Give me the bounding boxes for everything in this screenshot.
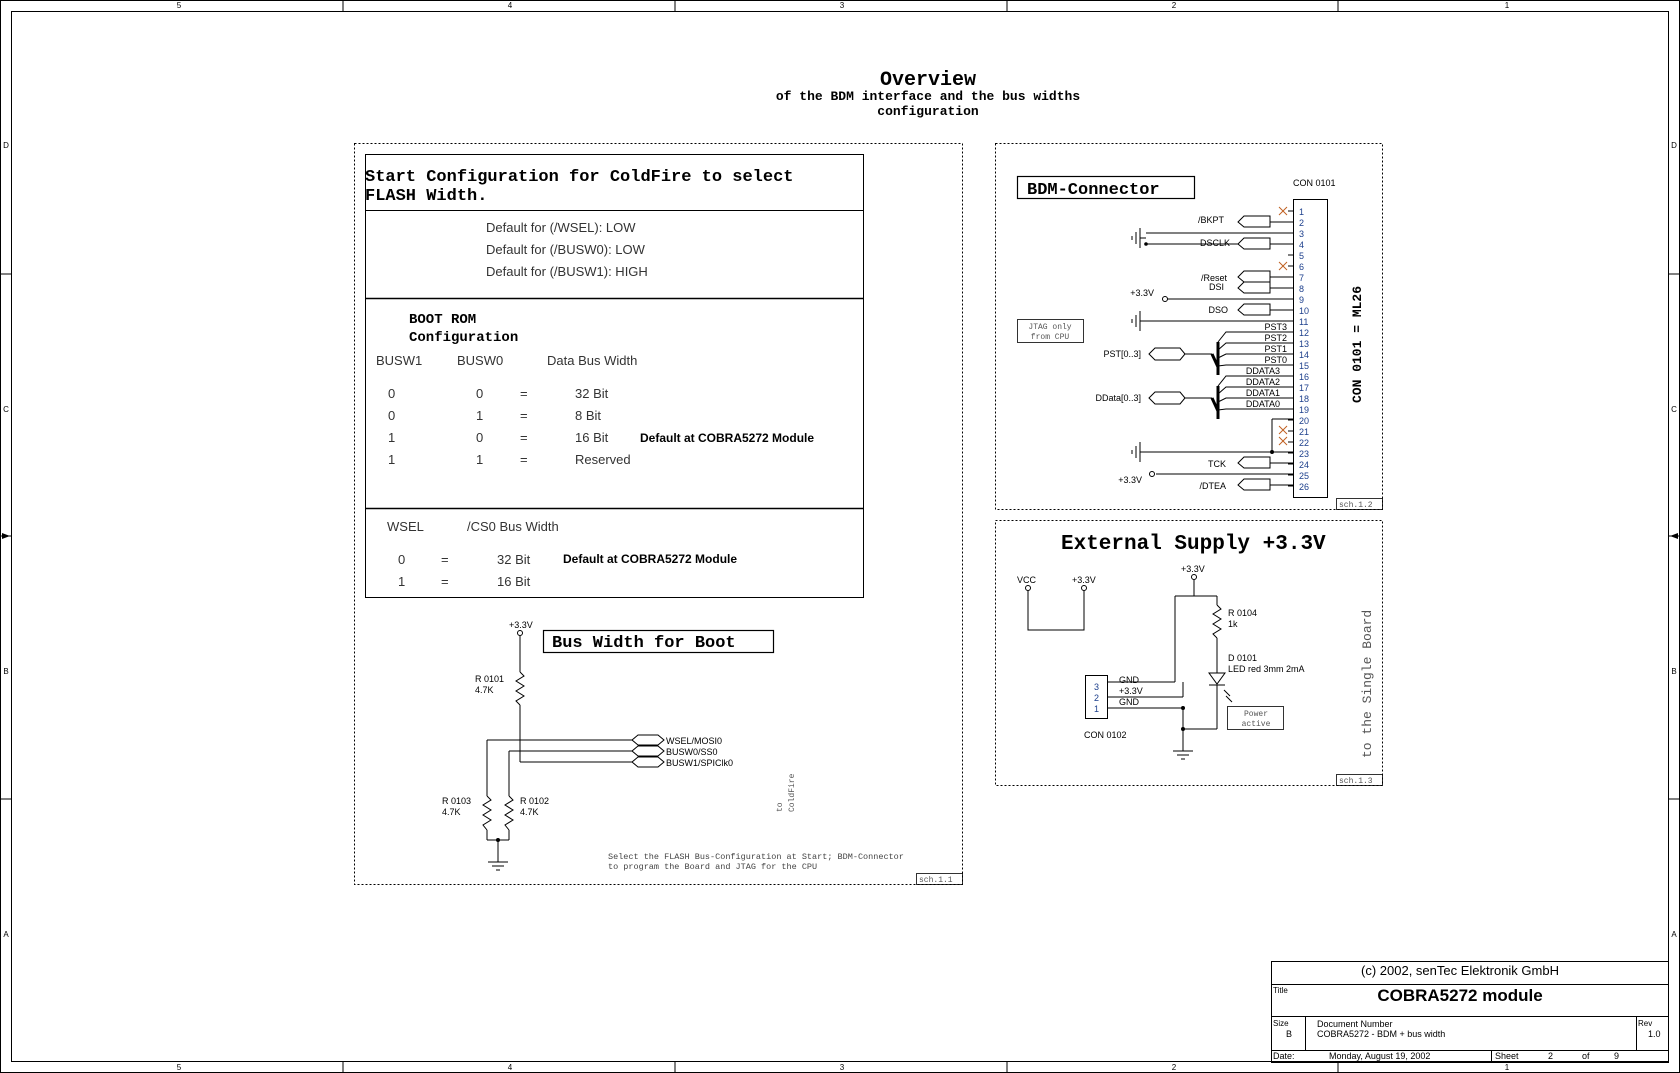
config-heading-1: Start Configuration for ColdFire to select <box>365 168 794 187</box>
overview-title-block <box>776 69 1080 119</box>
bdm-pin-number: 18 <box>1299 394 1310 404</box>
bdm-con-label: CON 0101 <box>1293 178 1336 188</box>
zone-top-1: 1 <box>1504 1 1510 10</box>
r0103-val: 4.7K <box>442 807 461 817</box>
bootrom-row-4-eq: = <box>520 452 528 467</box>
bootrom-row-2-busw0: 1 <box>476 408 484 423</box>
zone-bottom-1: 1 <box>1504 1063 1510 1072</box>
zone-top-4: 4 <box>507 1 513 10</box>
bdm-pin-number: 6 <box>1299 262 1305 272</box>
bootrom-title-1: BOOT ROM <box>409 312 477 328</box>
tb-date-label: Date: <box>1273 1051 1295 1061</box>
r0104-val: 1k <box>1228 619 1238 629</box>
bootrom-row-1-eq: = <box>520 386 528 401</box>
con0102-sig-gnd-bottom: GND <box>1119 697 1139 707</box>
bdm-pin-number: 9 <box>1299 295 1305 305</box>
r0101-ref: R 0101 <box>475 674 505 684</box>
center-arrows <box>2 533 1678 539</box>
tb-date: Monday, August 19, 2002 <box>1329 1051 1431 1061</box>
bootrom-title-2: Configuration <box>409 330 519 346</box>
bootrom-default-note: Default at COBRA5272 Module <box>640 431 815 445</box>
bdm-pin-number: 12 <box>1299 328 1310 338</box>
bdm-pin-number: 13 <box>1299 339 1310 349</box>
zone-right-d: D <box>1671 141 1677 150</box>
supply-v33-top: +3.3V <box>1181 564 1205 574</box>
sig-ddata1: DDATA1 <box>1245 388 1280 398</box>
sig-pst2: PST2 <box>1264 333 1287 343</box>
sig-pst1: PST1 <box>1264 344 1287 354</box>
supply-v33-left: +3.3V <box>1072 575 1096 585</box>
buswidth-title: Bus Width for Boot <box>552 634 736 653</box>
r0101-val: 4.7K <box>475 685 494 695</box>
bootrom-row-1-busw0: 0 <box>476 386 484 401</box>
r0104-ref: R 0104 <box>1228 608 1258 618</box>
sch-1-1: sch.1.1 <box>919 876 953 885</box>
bootrom-row-3-busw1: 1 <box>388 430 396 445</box>
jtag-note-2: from CPU <box>1030 333 1070 342</box>
config-heading-2: FLASH Width. <box>365 187 488 206</box>
bootrom-row-2-busw1: 0 <box>388 408 396 423</box>
sig-v33a: +3.3V <box>1130 288 1154 298</box>
power-note-2: active <box>1241 720 1271 729</box>
zone-top-2: 2 <box>1171 1 1177 10</box>
bootrom-row-3-width: 16 Bit <box>575 430 609 445</box>
bootrom-row-2-width: 8 Bit <box>575 408 602 423</box>
zone-right-c: C <box>1671 405 1677 414</box>
zone-left-c: C <box>3 405 9 414</box>
bdm-pin-numbers <box>1299 207 1309 492</box>
wsel-header-wsel: WSEL <box>387 519 424 534</box>
bdm-pin-number: 4 <box>1299 240 1305 250</box>
bdm-pin-number: 26 <box>1299 482 1310 492</box>
con0102-sig-gnd-top: GND <box>1119 675 1139 685</box>
sig-pst-bus: PST[0..3] <box>1103 349 1141 359</box>
zone-top-5: 5 <box>176 1 182 10</box>
bdm-pin-number: 11 <box>1299 317 1309 327</box>
power-note-1: Power <box>1243 710 1269 719</box>
tb-sheet-label: Sheet <box>1495 1051 1519 1061</box>
bdm-pin-number: 16 <box>1299 372 1310 382</box>
sig-pst3: PST3 <box>1264 322 1287 332</box>
zone-bottom-5: 5 <box>176 1063 182 1072</box>
border-zone-labels <box>3 1 1677 1072</box>
sch-1-2: sch.1.2 <box>1339 501 1373 510</box>
con0102-label: CON 0102 <box>1084 730 1127 740</box>
bdm-pin-number: 19 <box>1299 405 1310 415</box>
jtag-note-1: JTAG only <box>1028 323 1072 332</box>
bdm-pin-number: 10 <box>1299 306 1310 316</box>
tb-total: 9 <box>1614 1051 1620 1061</box>
bootrom-row-3-busw0: 0 <box>476 430 484 445</box>
bdm-pin-number: 1 <box>1299 207 1305 217</box>
port-busw0: BUSW0/SS0 <box>666 747 718 757</box>
bdm-pin-number: 22 <box>1299 438 1310 448</box>
sig-bkpt: /BKPT <box>1197 215 1224 225</box>
tb-rev: 1.0 <box>1648 1029 1661 1039</box>
d0101-ref: D 0101 <box>1228 653 1258 663</box>
wsel-default-note: Default at COBRA5272 Module <box>563 552 738 566</box>
wsel-row-1-wsel: 0 <box>398 552 406 567</box>
tb-of-label: of <box>1582 1051 1590 1061</box>
config-panel <box>355 144 963 886</box>
tb-docnum-label: Document Number <box>1317 1019 1393 1029</box>
sig-dsclk: DSCLK <box>1199 238 1230 248</box>
bootrom-header-busw1: BUSW1 <box>376 353 423 368</box>
bootrom-row-2-eq: = <box>520 408 528 423</box>
d0101-val: LED red 3mm 2mA <box>1228 664 1305 674</box>
buswidth-note-1: Select the FLASH Bus-Configuration at Start; BDM-Connector <box>608 852 904 862</box>
sig-dso: DSO <box>1208 305 1228 315</box>
to-coldfire-2: ColdFire <box>788 773 797 812</box>
bdm-pin-number: 8 <box>1299 284 1305 294</box>
tb-rev-label: Rev <box>1638 1019 1653 1028</box>
zone-bottom-2: 2 <box>1171 1063 1177 1072</box>
overview-subtitle-1: of the BDM interface and the bus widths <box>775 89 1081 104</box>
bdm-pin-number: 17 <box>1299 383 1310 393</box>
bootrom-row-4-busw1: 1 <box>388 452 396 467</box>
bdm-pin-number: 3 <box>1299 229 1305 239</box>
wsel-row-1-width: 32 Bit <box>497 552 531 567</box>
wsel-row-2-wsel: 1 <box>398 574 406 589</box>
supply-side-text: to the Single Board <box>1360 609 1375 758</box>
con0102-pin-1: 1 <box>1094 704 1100 714</box>
wsel-row-2-width: 16 Bit <box>497 574 531 589</box>
bdm-signal-labels <box>1095 215 1287 491</box>
sig-ddata0: DDATA0 <box>1245 399 1280 409</box>
zone-right-b: B <box>1671 667 1677 676</box>
bootrom-table <box>376 353 637 467</box>
supply-panel <box>996 521 1383 787</box>
r0103-ref: R 0103 <box>442 796 472 806</box>
wsel-table <box>387 519 559 589</box>
tb-title-label: Title <box>1273 986 1288 995</box>
zone-right-a: A <box>1671 930 1677 939</box>
bdm-pin-number: 5 <box>1299 251 1305 261</box>
buswidth-circuit <box>483 631 664 857</box>
con0102-sig-v33: +3.3V <box>1119 686 1143 696</box>
supply-wiring <box>1026 575 1233 746</box>
sig-tck: TCK <box>1208 459 1226 469</box>
bootrom-header-width: Data Bus Width <box>547 353 638 368</box>
sig-pst0: PST0 <box>1264 355 1287 365</box>
con0102-pin-2: 2 <box>1094 693 1100 703</box>
zone-left-b: B <box>3 667 9 676</box>
tb-size: B <box>1286 1029 1293 1039</box>
wsel-row-2-eq: = <box>441 574 449 589</box>
bdm-pin-number: 24 <box>1299 460 1310 470</box>
port-busw1: BUSW1/SPIClk0 <box>666 758 734 768</box>
sig-dtea: /DTEA <box>1199 481 1226 491</box>
overview-title: Overview <box>879 69 977 92</box>
buswidth-supply: +3.3V <box>509 620 533 630</box>
zone-bottom-4: 4 <box>507 1063 513 1072</box>
to-coldfire-1: to <box>776 802 785 812</box>
sig-v33b: +3.3V <box>1118 475 1142 485</box>
zone-left-d: D <box>3 141 9 150</box>
default-busw0: Default for (/BUSW0): LOW <box>486 242 645 257</box>
bdm-con-type: CON 0101 = ML26 <box>1350 285 1365 403</box>
bdm-pin-number: 7 <box>1299 273 1305 283</box>
supply-title: External Supply +3.3V <box>1061 533 1326 556</box>
tb-sheet: 2 <box>1548 1051 1554 1061</box>
bootrom-header-busw0: BUSW0 <box>457 353 504 368</box>
supply-vcc: VCC <box>1017 575 1037 585</box>
sig-ddata3: DDATA3 <box>1245 366 1280 376</box>
tb-docnum: COBRA5272 - BDM + bus width <box>1317 1029 1446 1039</box>
bootrom-row-1-width: 32 Bit <box>575 386 609 401</box>
zone-left-a: A <box>3 930 9 939</box>
sig-ddata2: DDATA2 <box>1245 377 1280 387</box>
tb-company: (c) 2002, senTec Elektronik GmbH <box>1361 963 1559 978</box>
bdm-pin-number: 20 <box>1299 416 1310 426</box>
default-wsel: Default for (/WSEL): LOW <box>486 220 636 235</box>
config-panel-frame <box>355 144 963 885</box>
wsel-row-1-eq: = <box>441 552 449 567</box>
sch-1-3: sch.1.3 <box>1339 777 1373 786</box>
default-settings <box>486 220 648 279</box>
supply-panel-frame <box>996 521 1383 786</box>
bdm-pin-number: 23 <box>1299 449 1310 459</box>
r0102-ref: R 0102 <box>520 796 550 806</box>
default-busw1: Default for (/BUSW1): HIGH <box>486 264 648 279</box>
buswidth-note-2: to program the Board and JTAG for the CPU <box>608 862 818 872</box>
sig-ddata-bus: DData[0..3] <box>1095 393 1141 403</box>
bdm-pin-number: 14 <box>1299 350 1310 360</box>
tb-size-label: Size <box>1273 1019 1289 1028</box>
sig-dsi: DSI <box>1208 282 1224 292</box>
bdm-pin-number: 25 <box>1299 471 1310 481</box>
sig-reset: /Reset <box>1200 273 1227 283</box>
overview-subtitle-2: configuration <box>877 104 979 119</box>
wsel-header-cs0: /CS0 Bus Width <box>467 519 559 534</box>
title-block <box>1271 962 1669 1063</box>
bootrom-row-4-width: Reserved <box>575 452 631 467</box>
zone-bottom-3: 3 <box>839 1063 845 1072</box>
zone-top-3: 3 <box>839 1 845 10</box>
bootrom-row-1-busw1: 0 <box>388 386 396 401</box>
bdm-pin-number: 15 <box>1299 361 1310 371</box>
bdm-pin-number: 21 <box>1299 427 1310 437</box>
bdm-pin-number: 2 <box>1299 218 1305 228</box>
bootrom-row-3-eq: = <box>520 430 528 445</box>
port-wsel: WSEL/MOSI0 <box>666 736 723 746</box>
bdm-title: BDM-Connector <box>1027 181 1160 200</box>
con0102-pin-3: 3 <box>1094 682 1100 692</box>
tb-title: COBRA5272 module <box>1377 986 1543 1005</box>
r0102-val: 4.7K <box>520 807 539 817</box>
bdm-panel <box>996 144 1383 511</box>
bootrom-row-4-busw0: 1 <box>476 452 484 467</box>
